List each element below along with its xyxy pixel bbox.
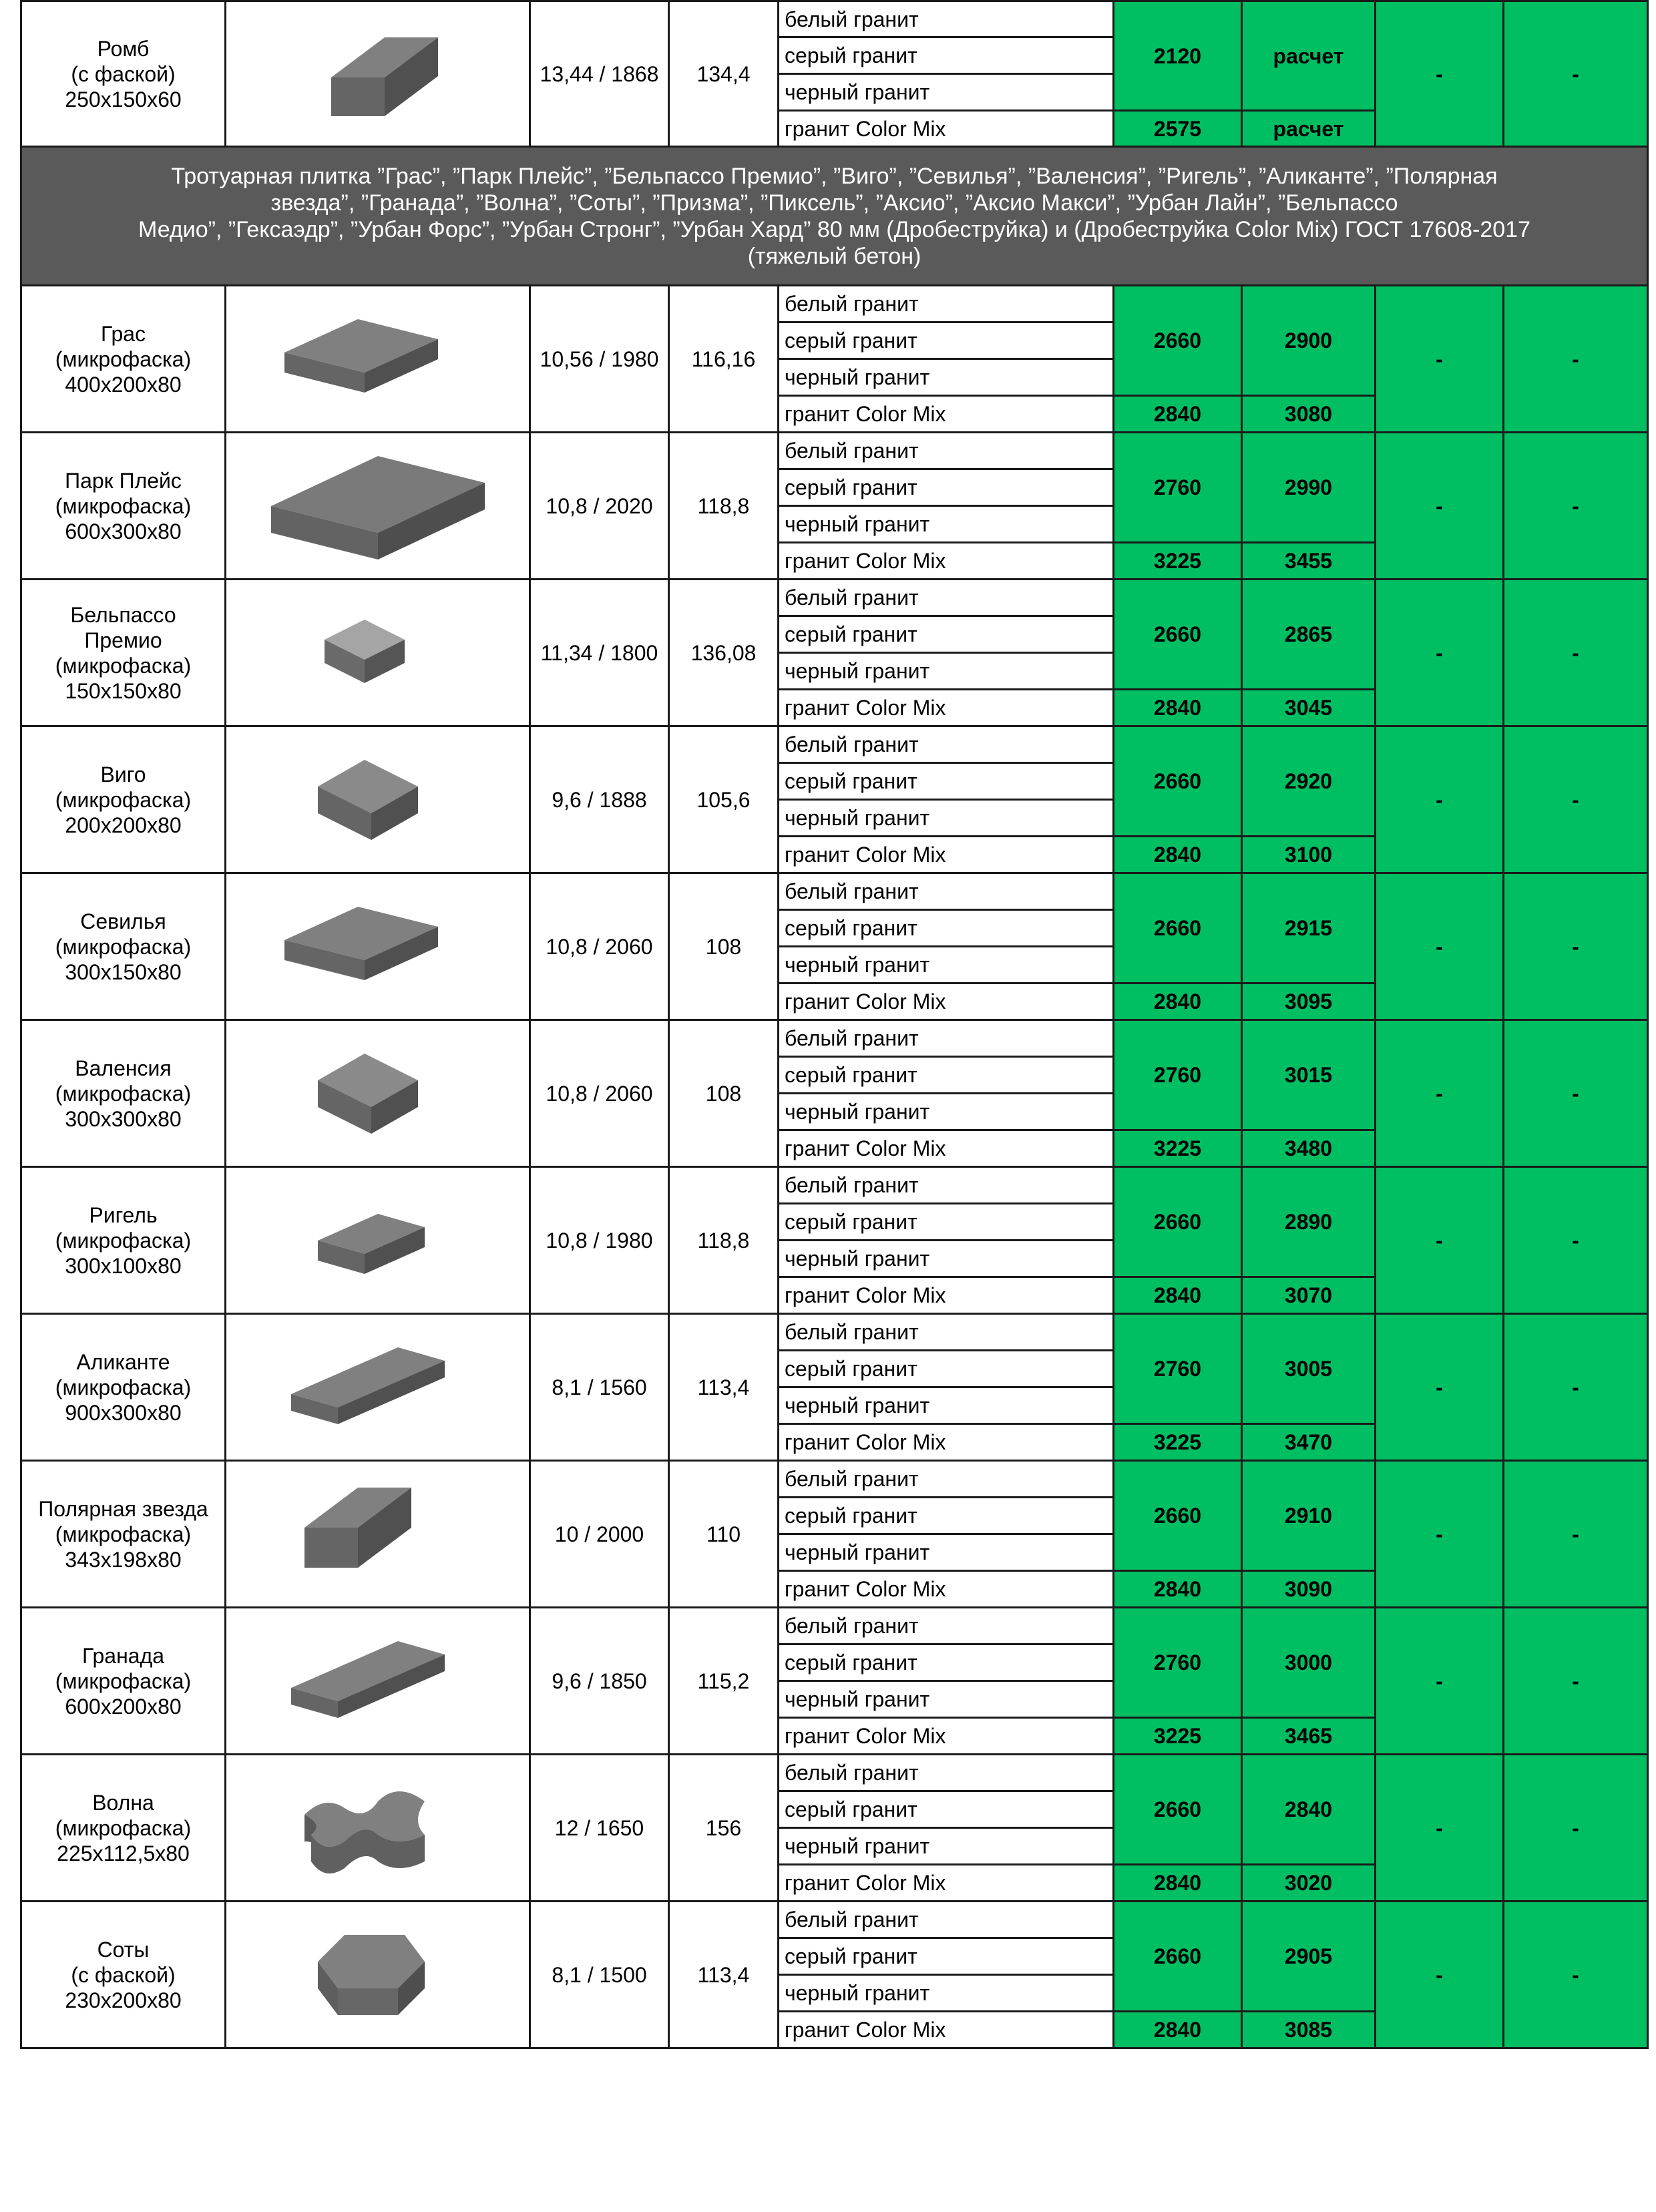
color-option: черный гранит xyxy=(779,1681,1114,1718)
price-base: 2660 xyxy=(1114,1461,1242,1571)
rhombus-tile-icon xyxy=(264,1468,491,1601)
narrow-tile-icon xyxy=(264,1174,491,1307)
qty-cell: 11,34 / 1800 xyxy=(530,580,669,726)
group-header-line: звезда”, ”Гранада”, ”Волна”, ”Соты”, ”Призма”, ”Пиксель”, ”Аксио”, ”Аксио Макси”, ”Урбан Лайн”, ”Бельпассо xyxy=(270,190,1398,216)
group-header-line: Тротуарная плитка ”Грас”, ”Парк Плейс”, ”Бельпассо Премио”, ”Виго”, ”Севилья”, ”Валенсия”, ”Ригель”, ”Аликанте”, ”Полярная xyxy=(171,163,1498,189)
product-name: Соты xyxy=(97,1937,150,1962)
rect-tile-icon xyxy=(264,292,491,426)
table-row xyxy=(21,1,1648,37)
price-mix-premium: 3085 xyxy=(1242,2012,1376,2048)
product-name-line: 900х300х80 xyxy=(65,1400,182,1425)
color-option: гранит Color Mix xyxy=(779,1865,1114,1902)
color-option: гранит Color Mix xyxy=(779,1277,1114,1314)
color-option: белый гранит xyxy=(779,1314,1114,1351)
group-header-line: Медио”, ”Гексаэдр”, ”Урбан Форс”, ”Урбан Стронг”, ”Урбан Хард” 80 мм (Дробеструйка) и (Дробеструйка Color Mix) ГОСТ 17608-2017 xyxy=(138,216,1530,242)
product-name-line: 300х100х80 xyxy=(65,1253,182,1278)
price-mix-base: 2840 xyxy=(1114,690,1242,726)
dash-cell: - xyxy=(1376,1314,1504,1461)
weight-cell: 116,16 xyxy=(669,286,779,433)
dash-cell: - xyxy=(1376,1020,1504,1167)
color-option: белый гранит xyxy=(779,1608,1114,1644)
price-premium: 2890 xyxy=(1242,1167,1376,1277)
dash-cell: - xyxy=(1376,1167,1504,1314)
color-option: серый гранит xyxy=(779,1204,1114,1241)
qty-cell: 10,8 / 2060 xyxy=(530,1020,669,1167)
product-name: Грас xyxy=(100,321,146,346)
product-name-line: 600х200х80 xyxy=(65,1694,182,1719)
group-header xyxy=(21,147,1648,286)
color-option: гранит Color Mix xyxy=(779,2012,1114,2048)
price-mix-base: 2840 xyxy=(1114,983,1242,1020)
dash-cell: - xyxy=(1504,873,1648,1020)
price-base: 2660 xyxy=(1114,873,1242,983)
product-name-cell xyxy=(21,1314,226,1461)
color-option: черный гранит xyxy=(779,947,1114,983)
price-mix-base: 3225 xyxy=(1114,543,1242,580)
price-mix-base: 2840 xyxy=(1114,837,1242,873)
qty-cell: 9,6 / 1888 xyxy=(530,726,669,873)
color-option: гранит Color Mix xyxy=(779,111,1114,147)
color-option: белый гранит xyxy=(779,1,1114,37)
dash-cell: - xyxy=(1504,433,1648,580)
price-premium: 2865 xyxy=(1242,580,1376,690)
weight-cell: 108 xyxy=(669,1020,779,1167)
product-image-cell xyxy=(226,286,530,433)
color-option: гранит Color Mix xyxy=(779,1718,1114,1755)
color-option: белый гранит xyxy=(779,873,1114,910)
product-name-cell xyxy=(21,1,226,147)
color-option: черный гранит xyxy=(779,653,1114,690)
price-premium: 3015 xyxy=(1242,1020,1376,1130)
weight-cell: 156 xyxy=(669,1755,779,1902)
product-name-line: 200х200х80 xyxy=(65,813,182,837)
price-base: 2660 xyxy=(1114,580,1242,690)
dash-cell: - xyxy=(1376,1902,1504,2048)
price-mix-premium: 3455 xyxy=(1242,543,1376,580)
price-premium: 3000 xyxy=(1242,1608,1376,1718)
dash-cell: - xyxy=(1504,1020,1648,1167)
dash-cell: - xyxy=(1376,286,1504,433)
product-name-cell xyxy=(21,726,226,873)
product-image-cell xyxy=(226,1314,530,1461)
color-option: гранит Color Mix xyxy=(779,690,1114,726)
price-mix-premium: 3095 xyxy=(1242,983,1376,1020)
color-option: черный гранит xyxy=(779,1534,1114,1571)
product-name-cell xyxy=(21,286,226,433)
color-option: черный гранит xyxy=(779,1975,1114,2012)
product-name: Гранада xyxy=(81,1643,165,1668)
product-edge: (с фаской) xyxy=(71,61,176,86)
price-base: 2120 xyxy=(1114,1,1242,111)
price-mix-premium: 3080 xyxy=(1242,396,1376,433)
price-mix-calc: расчет xyxy=(1242,111,1376,147)
price-base: 2660 xyxy=(1114,1167,1242,1277)
dash-cell: - xyxy=(1504,1314,1648,1461)
table-row xyxy=(21,1314,1648,1351)
color-option: черный гранит xyxy=(779,1828,1114,1865)
product-image-cell xyxy=(226,873,530,1020)
price-premium: 2840 xyxy=(1242,1755,1376,1865)
color-option: белый гранит xyxy=(779,1167,1114,1204)
price-mix-premium: 3070 xyxy=(1242,1277,1376,1314)
price-base: 2660 xyxy=(1114,1902,1242,2012)
color-option: белый гранит xyxy=(779,286,1114,322)
weight-cell: 110 xyxy=(669,1461,779,1608)
dash-cell: - xyxy=(1504,1,1648,147)
product-name-line: 400х200х80 xyxy=(65,372,182,397)
color-option: черный гранит xyxy=(779,506,1114,543)
qty-cell: 13,44 / 1868 xyxy=(530,1,669,147)
price-premium: 2990 xyxy=(1242,433,1376,543)
price-mix-base: 3225 xyxy=(1114,1424,1242,1461)
product-image-cell xyxy=(226,1167,530,1314)
table-row xyxy=(21,1608,1648,1644)
weight-cell: 134,4 xyxy=(669,1,779,147)
product-image-cell xyxy=(226,1608,530,1755)
dash-cell: - xyxy=(1376,726,1504,873)
price-calc: расчет xyxy=(1242,1,1376,111)
qty-cell: 12 / 1650 xyxy=(530,1755,669,1902)
product-name-cell xyxy=(21,1755,226,1902)
product-name-line: (микрофаска) xyxy=(55,347,192,371)
color-option: белый гранит xyxy=(779,1755,1114,1791)
dash-cell: - xyxy=(1504,1902,1648,2048)
product-name-line: (микрофаска) xyxy=(55,787,192,812)
product-name-cell xyxy=(21,1461,226,1608)
table-row xyxy=(21,1461,1648,1498)
product-name: Волна xyxy=(92,1790,154,1815)
product-image-cell xyxy=(226,1020,530,1167)
product-name: Ригель xyxy=(89,1202,158,1227)
dash-cell: - xyxy=(1376,873,1504,1020)
color-option: серый гранит xyxy=(779,469,1114,506)
product-image-cell xyxy=(226,1461,530,1608)
dash-cell: - xyxy=(1376,1755,1504,1902)
group-header-row xyxy=(21,147,1648,286)
qty-cell: 10,8 / 2060 xyxy=(530,873,669,1020)
product-name-line: (микрофаска) xyxy=(55,653,192,678)
product-name: Полярная звезда xyxy=(38,1496,208,1521)
weight-cell: 105,6 xyxy=(669,726,779,873)
table-row xyxy=(21,1167,1648,1204)
dash-cell: - xyxy=(1504,580,1648,726)
color-option: гранит Color Mix xyxy=(779,396,1114,433)
price-mix-base: 2575 xyxy=(1114,111,1242,147)
table-row xyxy=(21,873,1648,910)
rhombus-tile-icon xyxy=(304,24,451,124)
color-option: гранит Color Mix xyxy=(779,837,1114,873)
weight-cell: 115,2 xyxy=(669,1608,779,1755)
product-name-cell xyxy=(21,433,226,580)
product-image-cell xyxy=(226,580,530,726)
dash-cell: - xyxy=(1376,580,1504,726)
product-name-cell xyxy=(21,1167,226,1314)
dash-cell: - xyxy=(1376,1608,1504,1755)
price-mix-premium: 3470 xyxy=(1242,1424,1376,1461)
product-size: 250х150х60 xyxy=(65,87,182,112)
product-name: Аликанте xyxy=(76,1349,170,1374)
color-option: гранит Color Mix xyxy=(779,1571,1114,1608)
product-name: Валенсия xyxy=(75,1056,172,1080)
price-base: 2760 xyxy=(1114,1314,1242,1424)
weight-cell: 118,8 xyxy=(669,1167,779,1314)
price-mix-premium: 3480 xyxy=(1242,1130,1376,1167)
product-name-cell xyxy=(21,1608,226,1755)
weight-cell: 118,8 xyxy=(669,433,779,580)
price-mix-base: 2840 xyxy=(1114,396,1242,433)
product-name-line: (с фаской) xyxy=(71,1962,176,1987)
long-slab-icon xyxy=(264,1321,491,1454)
rect-tile-icon xyxy=(264,880,491,1014)
color-option: черный гранит xyxy=(779,359,1114,396)
price-base: 2760 xyxy=(1114,1020,1242,1130)
color-option: гранит Color Mix xyxy=(779,543,1114,580)
dash-cell: - xyxy=(1504,726,1648,873)
long-slab-icon xyxy=(264,1614,491,1748)
dash-cell: - xyxy=(1504,286,1648,433)
price-base: 2760 xyxy=(1114,1608,1242,1718)
color-option: серый гранит xyxy=(779,1498,1114,1534)
color-option: белый гранит xyxy=(779,580,1114,616)
qty-cell: 10,56 / 1980 xyxy=(530,286,669,433)
product-name: Парк Плейс xyxy=(65,468,182,493)
price-mix-base: 2840 xyxy=(1114,1571,1242,1608)
color-option: гранит Color Mix xyxy=(779,1130,1114,1167)
price-mix-base: 2840 xyxy=(1114,1277,1242,1314)
color-option: черный гранит xyxy=(779,1241,1114,1277)
color-option: белый гранит xyxy=(779,726,1114,763)
product-name-line: (микрофаска) xyxy=(55,1228,192,1253)
qty-cell: 9,6 / 1850 xyxy=(530,1608,669,1755)
price-premium: 3005 xyxy=(1242,1314,1376,1424)
product-image-cell xyxy=(226,433,530,580)
color-option: гранит Color Mix xyxy=(779,1424,1114,1461)
weight-cell: 108 xyxy=(669,873,779,1020)
product-name-line: 343х198х80 xyxy=(65,1547,182,1572)
color-option: серый гранит xyxy=(779,910,1114,947)
wave-tile-icon xyxy=(264,1761,491,1895)
color-option: серый гранит xyxy=(779,1791,1114,1828)
table-row xyxy=(21,286,1648,322)
price-mix-base: 2840 xyxy=(1114,2012,1242,2048)
dash-cell: - xyxy=(1376,1,1504,147)
product-name-cell xyxy=(21,873,226,1020)
table-row xyxy=(21,1902,1648,1938)
dash-cell: - xyxy=(1504,1755,1648,1902)
table-row xyxy=(21,1755,1648,1791)
color-option: белый гранит xyxy=(779,1461,1114,1498)
large-slab-icon xyxy=(264,439,491,573)
table-row xyxy=(21,580,1648,616)
product-name: Виго xyxy=(100,762,146,787)
product-name-line: (микрофаска) xyxy=(55,493,192,518)
price-base: 2660 xyxy=(1114,286,1242,396)
qty-cell: 8,1 / 1560 xyxy=(530,1314,669,1461)
color-option: серый гранит xyxy=(779,763,1114,800)
price-mix-premium: 3100 xyxy=(1242,837,1376,873)
product-name-line: 300х300х80 xyxy=(65,1106,182,1131)
price-base: 2660 xyxy=(1114,726,1242,837)
group-header-line: (тяжелый бетон) xyxy=(747,243,921,269)
color-option: белый гранит xyxy=(779,1020,1114,1057)
square-tile-icon xyxy=(264,1027,491,1160)
table-row xyxy=(21,433,1648,469)
product-name-line: 225х112,5х80 xyxy=(57,1841,190,1865)
product-name-line: (микрофаска) xyxy=(55,1081,192,1106)
price-mix-base: 2840 xyxy=(1114,1865,1242,1902)
product-image-cell xyxy=(226,1755,530,1902)
small-square-tile-icon xyxy=(264,586,491,720)
product-name-line: (микрофаска) xyxy=(55,934,192,959)
product-name-line: (микрофаска) xyxy=(55,1522,192,1546)
qty-cell: 10 / 2000 xyxy=(530,1461,669,1608)
price-premium: 2910 xyxy=(1242,1461,1376,1571)
qty-cell: 10,8 / 2020 xyxy=(530,433,669,580)
product-name-cell xyxy=(21,1020,226,1167)
table-row xyxy=(21,1020,1648,1057)
color-option: серый гранит xyxy=(779,322,1114,359)
product-name-line: (микрофаска) xyxy=(55,1815,192,1840)
dash-cell: - xyxy=(1376,1461,1504,1608)
product-name-cell xyxy=(21,580,226,726)
color-option: серый гранит xyxy=(779,616,1114,653)
product-name-line: Премио xyxy=(84,628,162,652)
weight-cell: 113,4 xyxy=(669,1314,779,1461)
price-base: 2760 xyxy=(1114,433,1242,543)
dash-cell: - xyxy=(1376,433,1504,580)
dash-cell: - xyxy=(1504,1461,1648,1608)
color-option: черный гранит xyxy=(779,1094,1114,1130)
color-option: белый гранит xyxy=(779,1902,1114,1938)
price-mix-base: 3225 xyxy=(1114,1718,1242,1755)
product-name: Севилья xyxy=(80,909,166,933)
square-tile-icon xyxy=(264,733,491,867)
price-premium: 2920 xyxy=(1242,726,1376,837)
product-name-line: 300х150х80 xyxy=(65,959,182,984)
color-option: серый гранит xyxy=(779,1351,1114,1387)
price-table xyxy=(20,0,1649,2049)
price-premium: 2900 xyxy=(1242,286,1376,396)
color-option: черный гранит xyxy=(779,800,1114,837)
color-option: черный гранит xyxy=(779,74,1114,111)
product-name-line: (микрофаска) xyxy=(55,1669,192,1693)
dash-cell: - xyxy=(1504,1608,1648,1755)
product-image-cell xyxy=(226,726,530,873)
color-option: серый гранит xyxy=(779,1057,1114,1094)
hexagon-tile-icon xyxy=(264,1908,491,2042)
dash-cell: - xyxy=(1504,1167,1648,1314)
qty-cell: 8,1 / 1500 xyxy=(530,1902,669,2048)
product-name: Ромб xyxy=(97,36,150,61)
product-image-cell xyxy=(226,1902,530,2048)
product-name: Бельпассо xyxy=(70,602,176,627)
price-mix-premium: 3465 xyxy=(1242,1718,1376,1755)
weight-cell: 136,08 xyxy=(669,580,779,726)
price-mix-base: 3225 xyxy=(1114,1130,1242,1167)
price-base: 2660 xyxy=(1114,1755,1242,1865)
color-option: серый гранит xyxy=(779,1938,1114,1975)
product-name-line: 150х150х80 xyxy=(65,678,182,703)
color-option: серый гранит xyxy=(779,37,1114,74)
color-option: гранит Color Mix xyxy=(779,983,1114,1020)
price-table-container xyxy=(20,0,1647,2049)
price-mix-premium: 3020 xyxy=(1242,1865,1376,1902)
product-name-line: 230х200х80 xyxy=(65,1988,182,2012)
price-mix-premium: 3090 xyxy=(1242,1571,1376,1608)
price-premium: 2915 xyxy=(1242,873,1376,983)
product-image-cell xyxy=(226,1,530,147)
color-option: белый гранит xyxy=(779,433,1114,469)
table-row xyxy=(21,726,1648,763)
qty-cell: 10,8 / 1980 xyxy=(530,1167,669,1314)
price-mix-premium: 3045 xyxy=(1242,690,1376,726)
color-option: черный гранит xyxy=(779,1387,1114,1424)
product-name-cell xyxy=(21,1902,226,2048)
product-name-line: (микрофаска) xyxy=(55,1375,192,1399)
color-option: серый гранит xyxy=(779,1644,1114,1681)
weight-cell: 113,4 xyxy=(669,1902,779,2048)
price-premium: 2905 xyxy=(1242,1902,1376,2012)
product-name-line: 600х300х80 xyxy=(65,519,182,543)
